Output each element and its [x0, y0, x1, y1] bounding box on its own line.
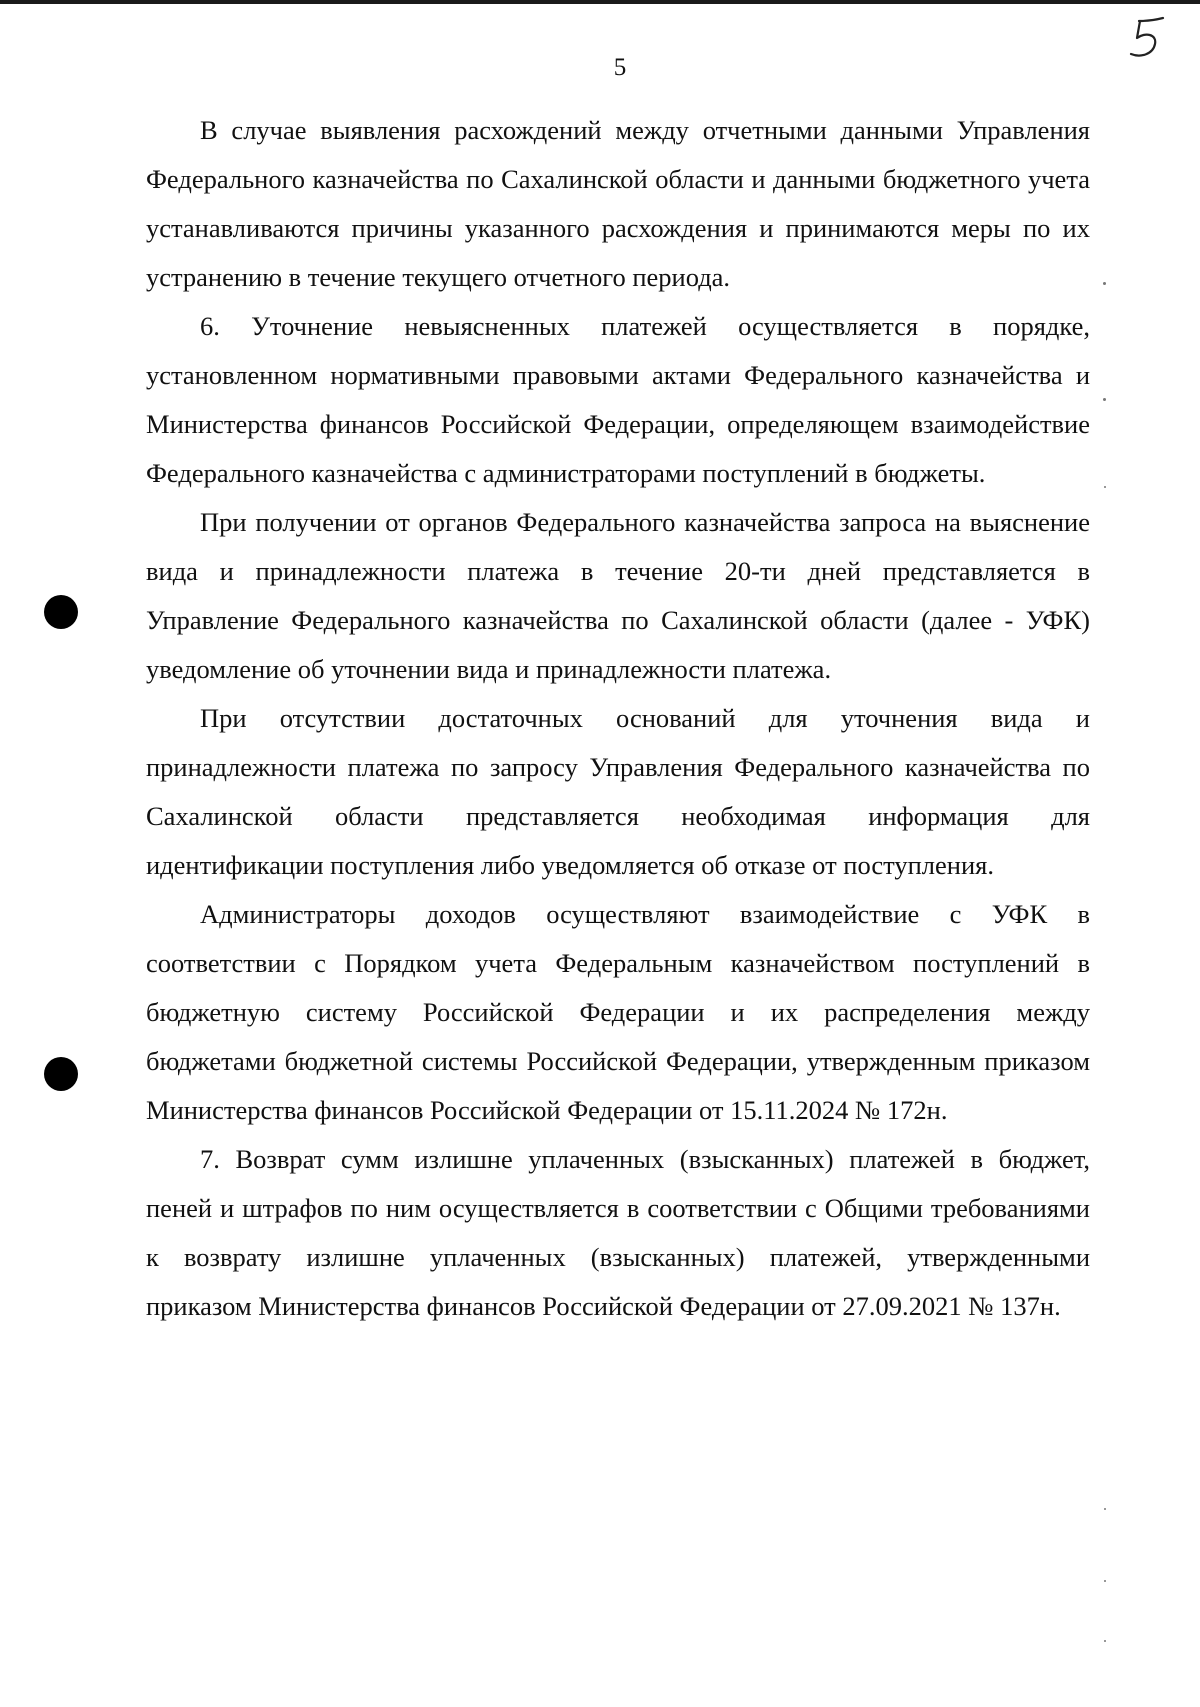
paragraph-item-7: 7. Возврат сумм излишне уплаченных (взысканных) платежей в бюджет, пеней и штрафов по ним осуществляется в соответствии с Общими требованиями к возврату излишне уплаченных (взысканных) платежей, утвержденными приказом Министерства финансов Российской Федерации от 27.09.2021 № 137н. — [146, 1144, 1090, 1321]
paragraph-request: При получении от органов Федерального казначейства запроса на выяснение вида и принадлежности платежа в течение 20-ти дней представляется в Управление Федерального казначейства по Сахалинской области (далее - УФК) уведомление об уточнении вида и принадлежности платежа. — [146, 507, 1090, 684]
paragraph-administrators: Администраторы доходов осуществляют взаимодействие с УФК в соответствии с Порядком учета Федеральным казначейством поступлений в бюджетную систему Российской Федерации и их распределения между бюджетами бюджетной системы Российской Федерации, утвержденным приказом Министерства финансов Российской Федерации от 15.11.2024 № 172н. — [146, 899, 1090, 1125]
punch-hole-upper — [44, 595, 78, 629]
scan-speck — [1103, 398, 1106, 401]
paragraph-item-6: 6. Уточнение невыясненных платежей осуществляется в порядке, установленном нормативными правовыми актами Федерального казначейства и Министерства финансов Российской Федерации, определяющем взаимодействие Федерального казначейства с администраторами поступлений в бюджеты. — [146, 311, 1090, 488]
handwritten-page-number — [1125, 14, 1169, 60]
scan-speck — [1104, 1580, 1106, 1582]
punch-hole-lower — [44, 1057, 78, 1091]
page-number: 5 — [613, 54, 627, 81]
scan-speck — [1103, 282, 1106, 285]
scan-top-edge — [0, 0, 1200, 4]
scan-speck — [1104, 1640, 1106, 1642]
paragraph-discrepancies: В случае выявления расхождений между отчетными данными Управления Федерального казначейства по Сахалинской области и данными бюджетного учета устанавливаются причины указанного расхождения и принимаются меры по их устранению в течение текущего отчетного периода. — [146, 115, 1090, 292]
paragraph-insufficient-grounds: При отсутствии достаточных оснований для уточнения вида и принадлежности платежа по запросу Управления Федерального казначейства по Сахалинской области представляется необходимая информация для идентификации поступления либо уведомляется об отказе от поступления. — [146, 703, 1090, 880]
scan-speck — [1104, 486, 1106, 488]
document-body — [146, 106, 1090, 1331]
scan-speck — [1104, 1508, 1106, 1510]
